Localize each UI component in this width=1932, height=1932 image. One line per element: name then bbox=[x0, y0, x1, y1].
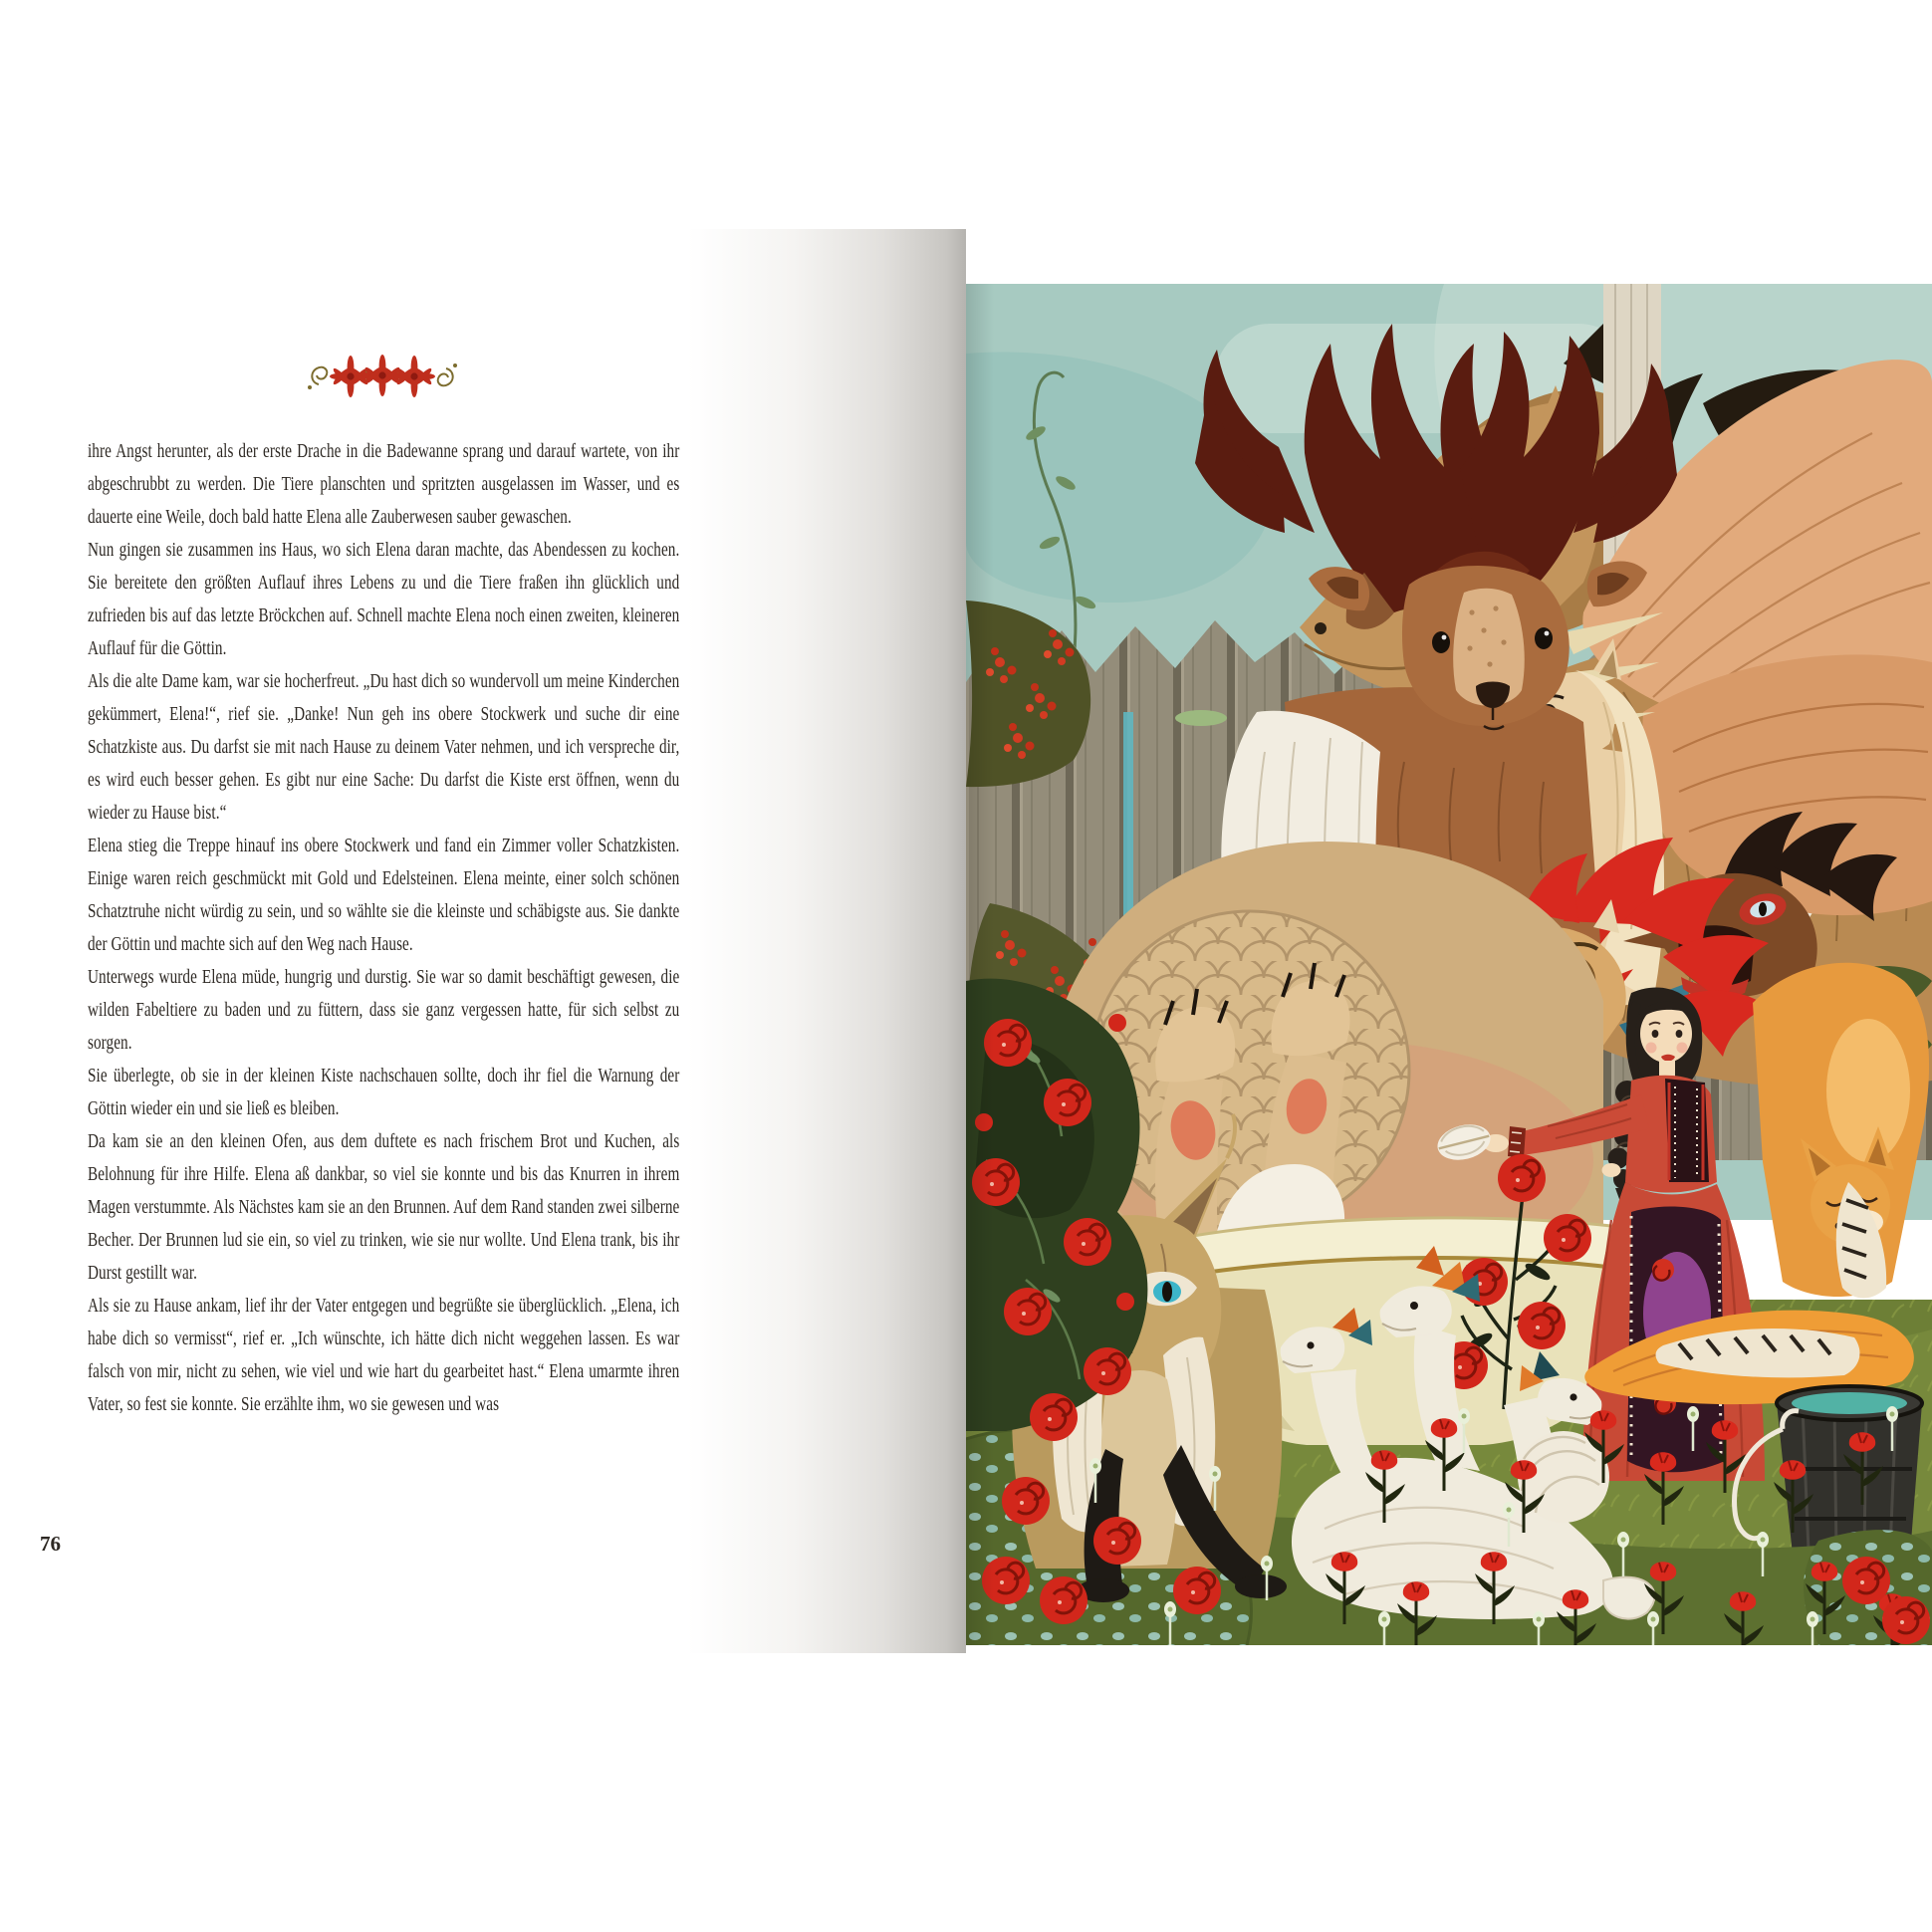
story-paragraph: Sie überlegte, ob sie in der kleinen Kiste nachschauen sollte, doch ihr fiel die Warnung der Göttin wieder ein und sie ließ es bleiben. bbox=[88, 1066, 680, 1119]
right-page-illustration bbox=[966, 284, 1932, 1645]
story-paragraph: ihre Angst herunter, als der erste Drache in die Badewanne sprang und darauf wartete, von ihr abgeschrubbt zu werden. Die Tiere planschten und spritzten ausgelassen im Wasser, und es dauerte eine Weile, doch bald hatte Elena alle Zauberwesen sauber gewaschen. bbox=[88, 441, 680, 528]
story-paragraph: Unterwegs wurde Elena müde, hungrig und durstig. Sie war so damit beschäftigt gewesen, die wilden Fabeltiere zu baden und zu füttern, dass sie ganz vergessen hatte, für sich selbst zu sorgen. bbox=[88, 967, 680, 1054]
page-fold-shade bbox=[966, 284, 994, 1645]
page-number: 76 bbox=[40, 1532, 61, 1556]
story-paragraph: Elena stieg die Treppe hinauf ins obere Stockwerk und fand ein Zimmer voller Schatzkisten. Einige waren reich geschmückt mit Gold und Edelsteinen. Elena meinte, einer solch schönen Schatztruhe nicht würdig zu sein, und so wählte sie die kleinste und schäbigste aus. Sie dankte der Göttin und machte sich auf den Weg nach Hause. bbox=[88, 836, 680, 955]
fence-sprig bbox=[1175, 710, 1227, 726]
floral-divider-ornament bbox=[305, 355, 460, 402]
dragon-in-bathtub bbox=[1066, 842, 1603, 1280]
story-paragraph: Als die alte Dame kam, war sie hocherfreut. „Du hast dich so wundervoll um meine Kinderchen gekümmert, Elena!“, rief sie. „Danke! Nun geh ins obere Stockwerk und suche dir eine Schatzkiste aus. Du darfst sie mit nach Hause zu deinem Vater nehmen, und ich verspreche dir, es wird euch besser gehen. Es gibt nur eine Sache: Du darfst die Kiste erst öffnen, wenn du wieder zu Hause bist.“ bbox=[88, 671, 680, 824]
left-scroll-flourish bbox=[312, 367, 327, 384]
book-gutter-shadow bbox=[687, 229, 966, 1653]
story-paragraph: Nun gingen sie zusammen ins Haus, wo sich Elena daran machte, das Abendessen zu kochen. Sie bereitete den größten Auflauf ihres Lebens zu und die Tiere fraßen ihn glücklich und zufrieden bis auf das letzte Bröckchen auf. Schnell machte Elena noch einen zweiten, kleineren Auflauf für die Göttin. bbox=[88, 540, 680, 659]
story-paragraph: Da kam sie an den kleinen Ofen, aus dem duftete es nach frischem Brot und Kuchen, als Belohnung für ihre Hilfe. Elena aß dankbar, so viel sie konnte und bis das Knurren in ihrem Magen verstummte. Als Nächstes kam sie an den Brunnen. Auf dem Rand standen zwei silberne Becher. Der Brunnen lud sie ein, so viel zu trinken, wie sie nur wollte. Und Elena trank, bis ihr Durst gestillt war. bbox=[88, 1131, 680, 1284]
story-paragraph: Als sie zu Hause ankam, lief ihr der Vater entgegen und begrüßte sie überglücklich. „Elena, ich habe dich so vermisst“, rief er. „Ich wünschte, ich hätte dich nicht weggehen lassen. Es war falsch von mir, nicht zu sehen, wie viel und wie hart du gearbeitet hast.“ Elena umarmte ihren Vater, so fest sie konnte. Sie erzählte ihm, wo sie gewesen und was bbox=[88, 1296, 680, 1415]
story-text-column bbox=[88, 435, 679, 1421]
right-scroll-flourish bbox=[438, 368, 453, 385]
